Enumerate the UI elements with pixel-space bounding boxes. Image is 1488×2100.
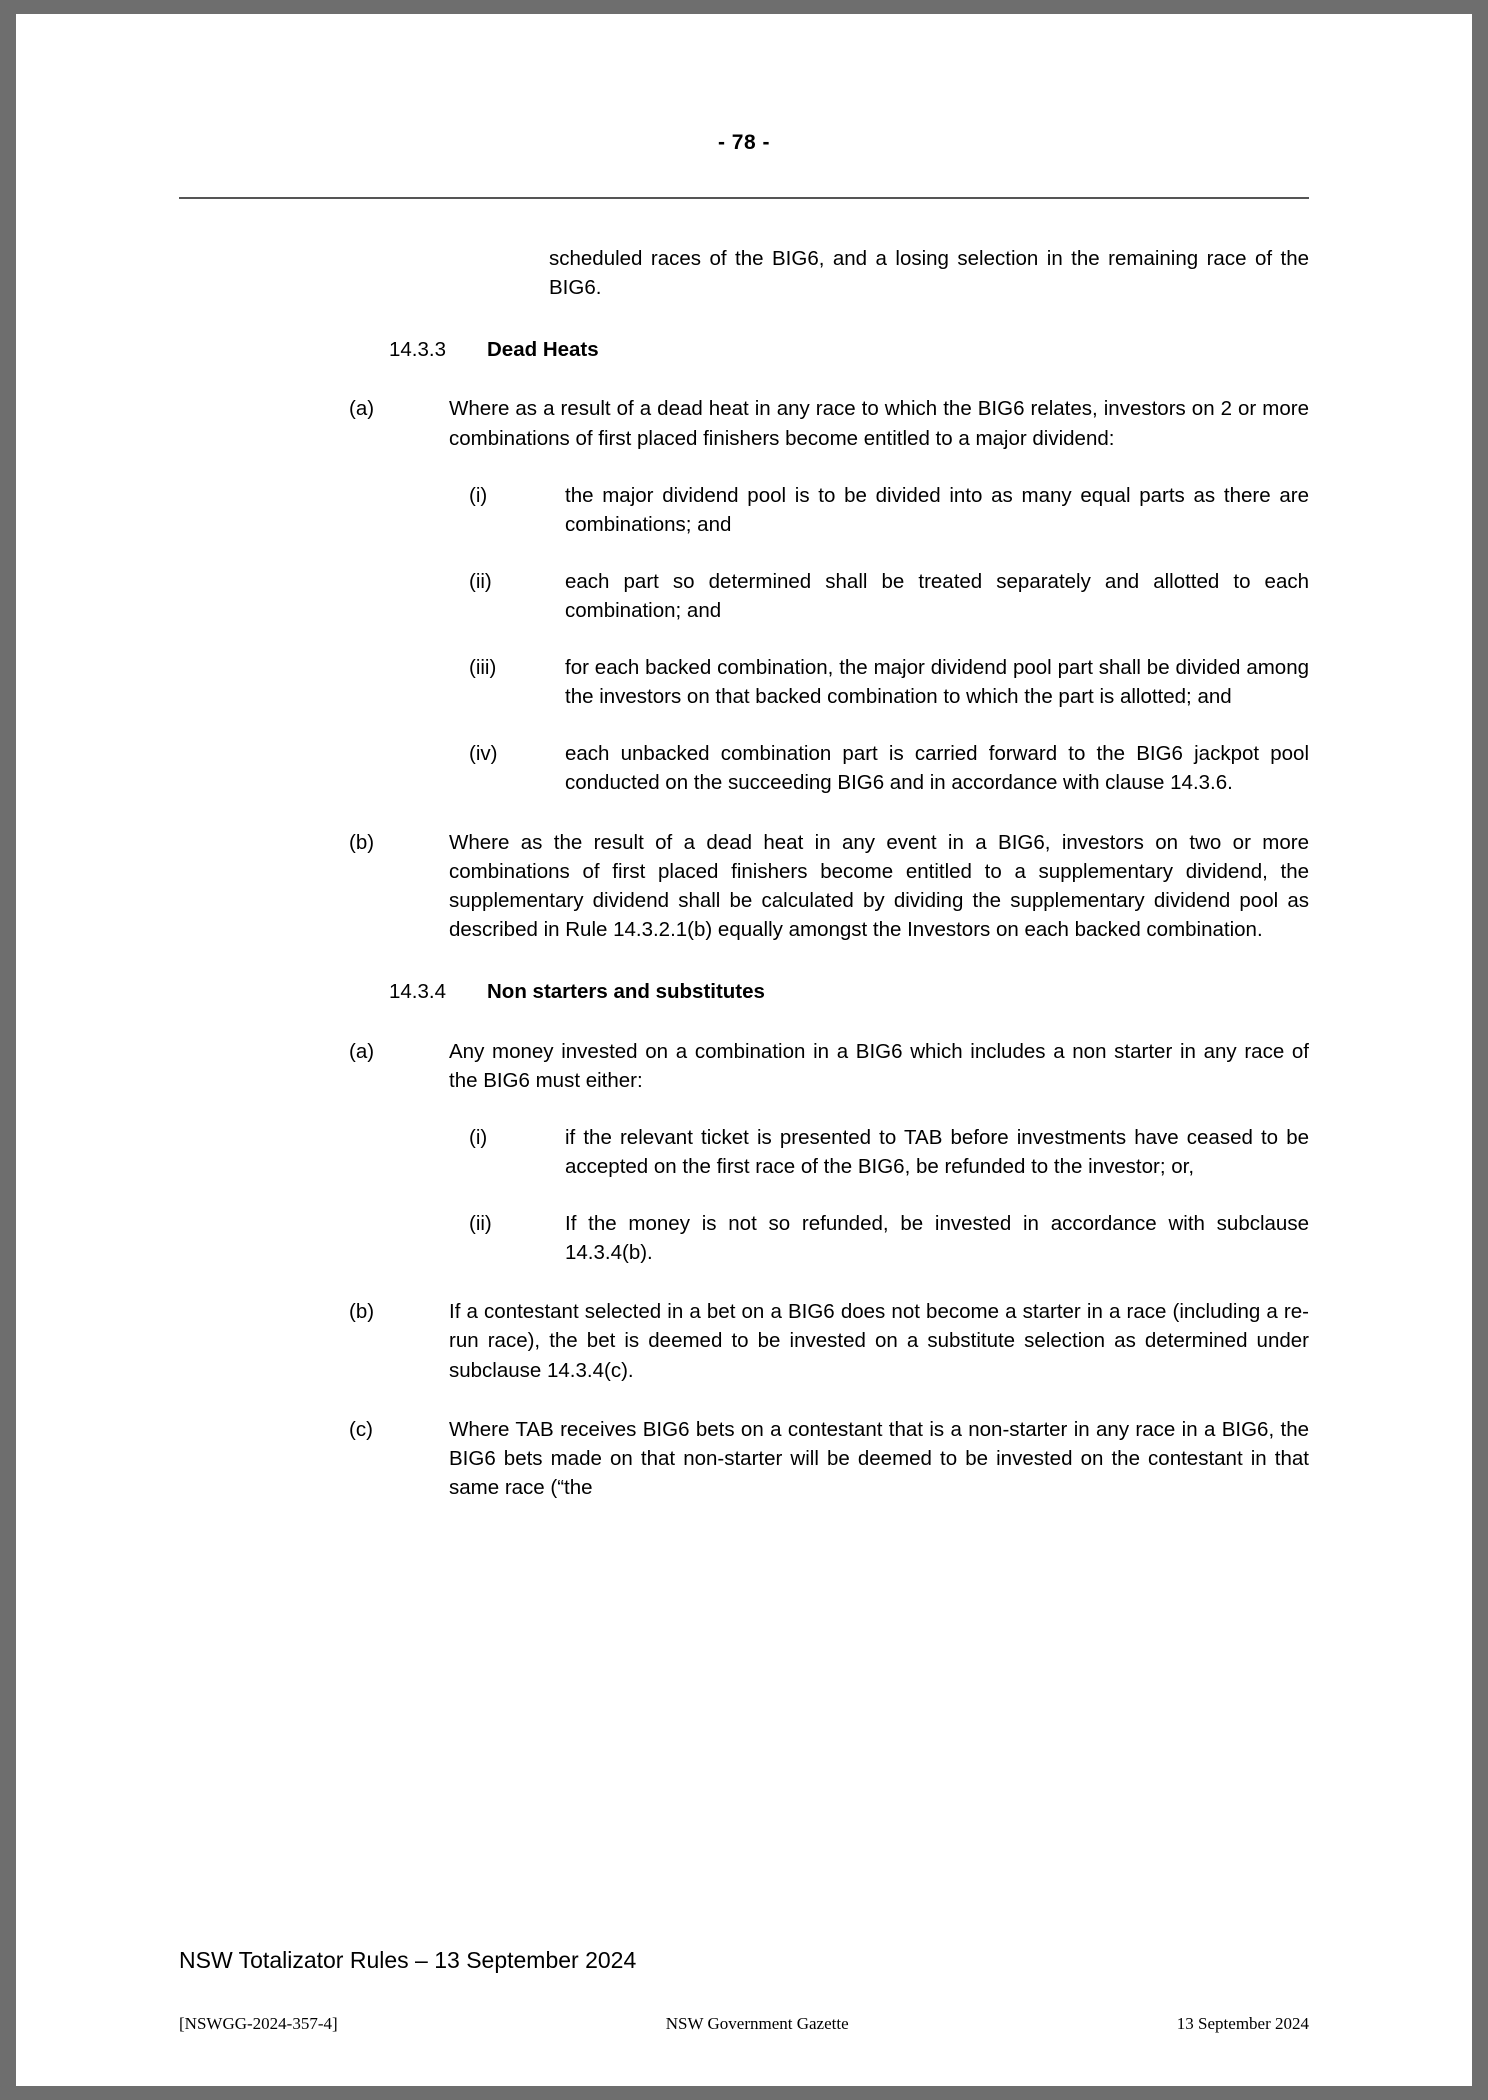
subitem-14-3-3-a-iii — [179, 653, 1309, 711]
subitem-marker: (ii) — [469, 569, 492, 593]
subitem-text: If the money is not so refunded, be invested in accordance with subclause 14.3.4(b). — [565, 1212, 1309, 1265]
document-body — [179, 199, 1309, 1502]
clause-14-3-3-a — [179, 394, 1309, 452]
subitem-marker: (i) — [469, 483, 488, 507]
subitem-14-3-3-a-ii — [179, 567, 1309, 625]
clause-14-3-4-c — [179, 1415, 1309, 1502]
clause-14-3-4-b — [179, 1297, 1309, 1384]
gazette-date: 13 September 2024 — [1176, 2014, 1309, 2033]
clause-14-3-4-a — [179, 1037, 1309, 1095]
subitem-14-3-3-a-iv — [179, 739, 1309, 797]
page-number: - 78 - — [717, 131, 770, 154]
clause-marker: (a) — [349, 1039, 375, 1063]
subitem-text: if the relevant ticket is presented to TAB before investments have ceased to be accepted on the first race of the BIG6, be refunded to the investor; or, — [565, 1125, 1309, 1178]
clause-text: Any money invested on a combination in a BIG6 which includes a non starter in any race of the BIG6 must either: — [449, 1039, 1309, 1092]
clause-text: Where TAB receives BIG6 bets on a contestant that is a non-starter in any race in a BIG6, the BIG6 bets made on that non-starter will be deemed to be invested on the contestant in that same race (“the — [449, 1417, 1309, 1499]
subitem-text: the major dividend pool is to be divided into as many equal parts as there are combinations; and — [565, 483, 1309, 536]
document-footer-title: NSW Totalizator Rules – 13 September 2024 — [179, 1947, 637, 1973]
document-page — [16, 14, 1472, 2086]
clause-marker: (a) — [349, 397, 375, 421]
subitem-14-3-3-a-i — [179, 481, 1309, 539]
section-heading-14-3-4 — [389, 978, 1309, 1007]
clause-text: If a contestant selected in a bet on a BIG6 does not become a starter in a race (including a re-run race), the bet is deemed to be invested on a substitute selection as determined under subclause 14.3.4(c). — [449, 1300, 1309, 1382]
clause-marker: (b) — [349, 830, 375, 854]
section-title: Dead Heats — [487, 337, 599, 361]
subitem-text: each part so determined shall be treated separately and allotted to each combination; and — [565, 569, 1309, 622]
clause-marker: (b) — [349, 1300, 375, 1324]
clause-text: Where as a result of a dead heat in any race to which the BIG6 relates, investors on 2 or more combinations of first placed finishers become entitled to a major dividend: — [449, 397, 1309, 450]
section-number: 14.3.3 — [389, 337, 446, 361]
continuation-paragraph: scheduled races of the BIG6, and a losing selection in the remaining race of the BIG6. — [549, 246, 1309, 299]
subitem-marker: (iii) — [469, 656, 497, 680]
clause-text: Where as the result of a dead heat in any event in a BIG6, investors on two or more combinations of first placed finishers become entitled to a supplementary dividend, the supplementary dividend shall be calculated by dividing the supplementary dividend pool as described in Rule 14.3.2.1(b) equally amongst the Investors on each backed combination. — [449, 830, 1309, 941]
subitem-marker: (iv) — [469, 742, 498, 766]
gazette-footer — [179, 2014, 1309, 2034]
subitem-14-3-4-a-i — [179, 1123, 1309, 1181]
subitem-text: for each backed combination, the major dividend pool part shall be divided among the investors on that backed combination to which the part is allotted; and — [565, 656, 1309, 709]
page-header — [179, 14, 1309, 199]
subitem-text: each unbacked combination part is carried forward to the BIG6 jackpot pool conducted on the succeeding BIG6 and in accordance with clause 14.3.6. — [565, 742, 1309, 795]
subitem-marker: (i) — [469, 1125, 488, 1149]
gazette-reference: [NSWGG-2024-357-4] — [179, 2014, 338, 2033]
section-title: Non starters and substitutes — [487, 979, 765, 1003]
section-number: 14.3.4 — [389, 979, 446, 1003]
clause-14-3-3-b — [179, 828, 1309, 944]
clause-marker: (c) — [349, 1417, 373, 1441]
subitem-marker: (ii) — [469, 1212, 492, 1236]
gazette-name: NSW Government Gazette — [665, 2014, 849, 2033]
subitem-14-3-4-a-ii — [179, 1209, 1309, 1267]
section-heading-14-3-3 — [389, 336, 1309, 365]
